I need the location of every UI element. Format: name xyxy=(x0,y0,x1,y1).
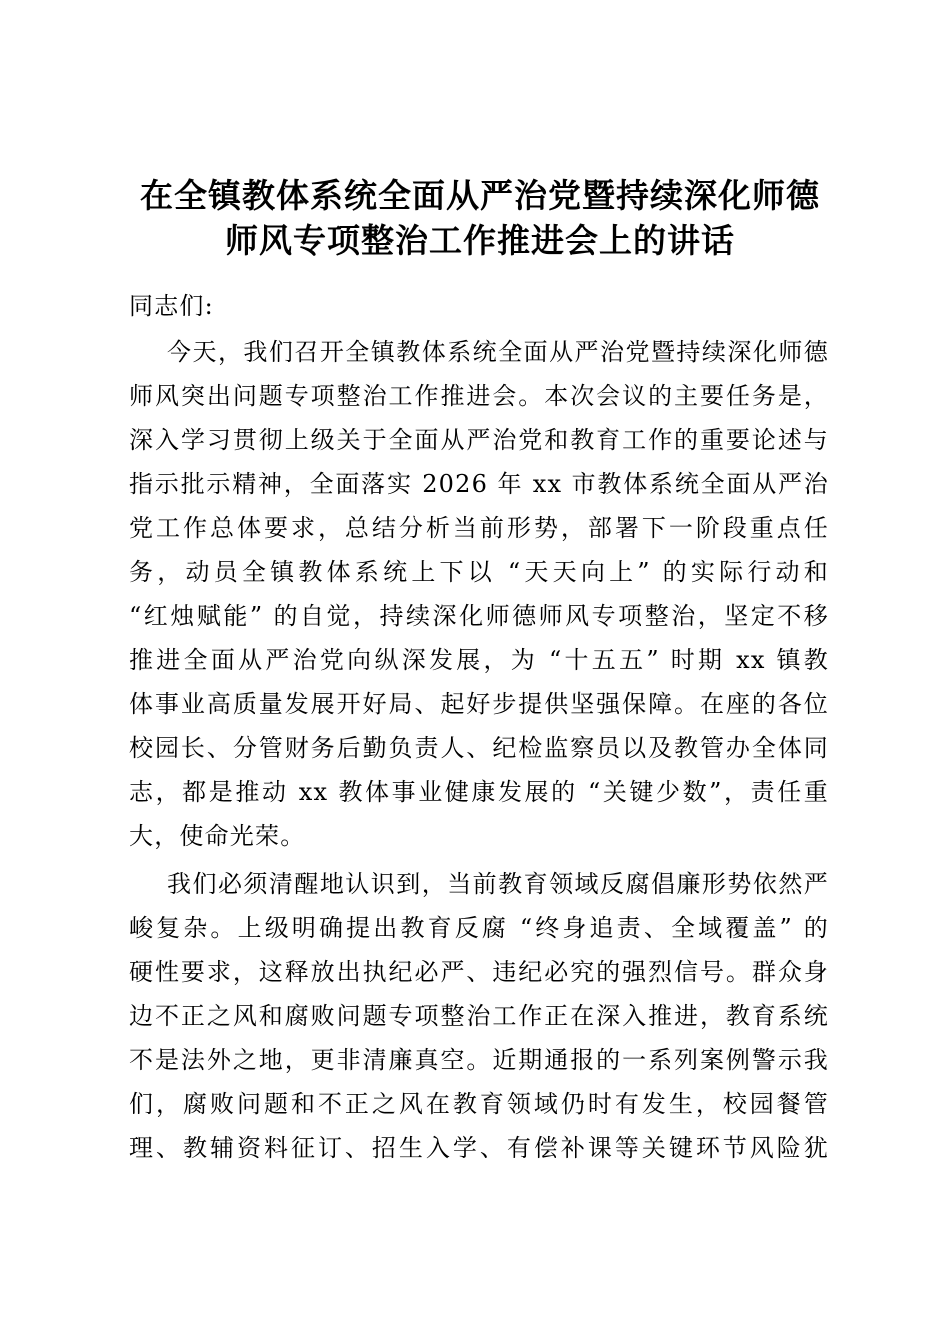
paragraph-line: 峻复杂。上级明确提出教育反腐 “终身追责、全域覆盖” 的 xyxy=(129,914,829,942)
paragraph-line: 体事业高质量发展开好局、起好步提供坚强保障。在座的各位 xyxy=(129,690,829,718)
paragraph-line: 大，使命光荣。 xyxy=(129,822,306,850)
document-title-line-2: 师风专项整治工作推进会上的讲话 xyxy=(225,221,735,260)
paragraph-line: 硬性要求，这释放出执纪必严、违纪必究的强烈信号。群众身 xyxy=(129,958,829,986)
paragraph-line: 我们必须清醒地认识到，当前教育领域反腐倡廉形势依然严 xyxy=(167,870,829,898)
paragraph-line: 志，都是推动 xx 教体事业健康发展的 “关键少数”，责任重 xyxy=(129,778,829,806)
paragraph-line: “红烛赋能” 的自觉，持续深化师德师风专项整治，坚定不移 xyxy=(129,602,829,630)
paragraph-line: 指示批示精神，全面落实 2026 年 xx 市教体系统全面从严治 xyxy=(129,470,829,498)
paragraph-line: 师风突出问题专项整治工作推进会。本次会议的主要任务是， xyxy=(129,382,829,410)
paragraph-line: 们，腐败问题和不正之风在教育领域仍时有发生，校园餐管 xyxy=(129,1090,829,1118)
paragraph-line: 校园长、分管财务后勤负责人、纪检监察员以及教管办全体同 xyxy=(129,734,829,762)
paragraph-line: 深入学习贯彻上级关于全面从严治党和教育工作的重要论述与 xyxy=(129,426,829,454)
salutation: 同志们: xyxy=(129,292,214,320)
paragraph-line: 今天，我们召开全镇教体系统全面从严治党暨持续深化师德 xyxy=(167,338,829,366)
document-title-line-1: 在全镇教体系统全面从严治党暨持续深化师德 xyxy=(140,176,820,215)
paragraph-line: 务，动员全镇教体系统上下以 “天天向上” 的实际行动和 xyxy=(129,558,829,586)
paragraph-line: 不是法外之地，更非清廉真空。近期通报的一系列案例警示我 xyxy=(129,1046,829,1074)
paragraph-line: 边不正之风和腐败问题专项整治工作正在深入推进，教育系统 xyxy=(129,1002,829,1030)
paragraph-line: 党工作总体要求，总结分析当前形势，部署下一阶段重点任 xyxy=(129,514,829,542)
paragraph-line: 推进全面从严治党向纵深发展，为 “十五五” 时期 xx 镇教 xyxy=(129,646,829,674)
paragraph-line: 理、教辅资料征订、招生入学、有偿补课等关键环节风险犹 xyxy=(129,1134,829,1162)
